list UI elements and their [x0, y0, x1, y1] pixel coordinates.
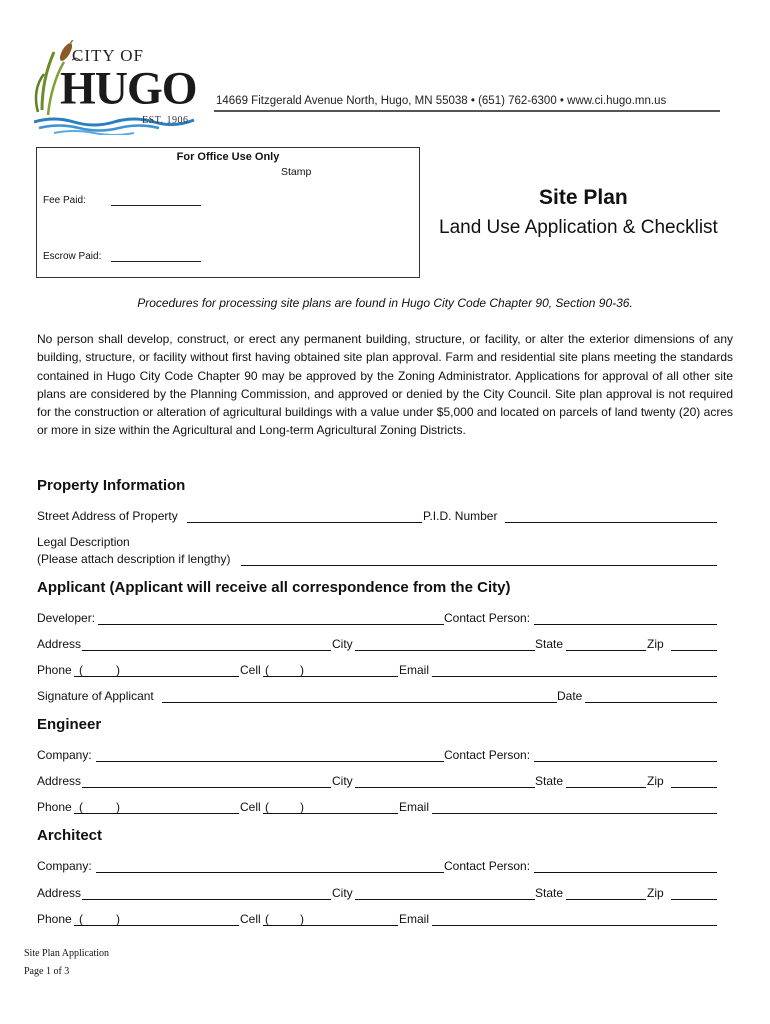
- cell-label: Cell: [240, 912, 261, 926]
- phone-open-paren: (: [79, 800, 83, 814]
- email-field[interactable]: [432, 925, 717, 926]
- address-field[interactable]: [82, 650, 331, 651]
- applicant-row-signature: [37, 689, 717, 705]
- address-label: Address: [37, 774, 82, 788]
- section-engineer-heading: Engineer: [37, 716, 102, 733]
- fee-paid-field[interactable]: [111, 205, 201, 206]
- state-label: State: [535, 637, 564, 651]
- pid-field[interactable]: [505, 522, 717, 523]
- stamp-label: Stamp: [281, 166, 312, 178]
- email-field[interactable]: [432, 676, 717, 677]
- cell-label: Cell: [240, 663, 261, 677]
- phone-field[interactable]: [74, 813, 239, 814]
- company-field[interactable]: [96, 872, 444, 873]
- intro-paragraph: No person shall develop, construct, or erect any permanent building, structure, or facility, or alter the exterior dimensions of any building, structure, or facility without first having obtained site plan approval. Farm and residential site plans meeting the standards contained in Hugo City Code Chapter 90 may be approved by the Zoning Administrator. Applications for approval of all other site plans are considered by the Planning Commission, and approved or denied by the City Council. Site plan approval is not required for the construction or alteration of agricultural buildings with a value under $5,000 and located on parcels of land twenty (20) acres or more in size within the Agricultural and Long-term Agricultural Zoning Districts.: [37, 332, 733, 438]
- company-label: Company:: [37, 859, 92, 873]
- zip-label: Zip: [647, 886, 664, 900]
- state-field[interactable]: [566, 787, 646, 788]
- footer-page-number: Page 1 of 3: [24, 966, 70, 977]
- state-label: State: [535, 774, 564, 788]
- cell-field[interactable]: [263, 813, 398, 814]
- phone-label: Phone: [37, 663, 72, 677]
- city-field[interactable]: [355, 787, 535, 788]
- architect-row-phone: [37, 912, 717, 928]
- zip-label: Zip: [647, 774, 664, 788]
- date-label: Date: [557, 689, 583, 703]
- cell-close-paren: ): [300, 800, 304, 814]
- architect-row-address: [37, 886, 717, 902]
- signature-field[interactable]: [162, 702, 557, 703]
- logo-city-text: CITY OF: [72, 46, 145, 65]
- city-field[interactable]: [355, 899, 535, 900]
- cell-open-paren: (: [265, 912, 269, 926]
- contact-label: Contact Person:: [444, 748, 531, 762]
- engineer-row-company: [37, 748, 717, 764]
- procedures-note: Procedures for processing site plans are found in Hugo City Code Chapter 90, Section 90-36.: [137, 296, 633, 310]
- contact-label: Contact Person:: [444, 859, 531, 873]
- applicant-row-address: [37, 637, 717, 653]
- city-label: City: [332, 886, 353, 900]
- section-property-heading: Property Information: [37, 477, 186, 494]
- address-label: Address: [37, 886, 82, 900]
- office-use-title: For Office Use Only: [176, 151, 280, 163]
- footer-doc-name: Site Plan Application: [24, 948, 109, 959]
- applicant-row-developer: [37, 611, 717, 627]
- phone-label: Phone: [37, 912, 72, 926]
- escrow-paid-field[interactable]: [111, 261, 201, 262]
- company-label: Company:: [37, 748, 92, 762]
- signature-label: Signature of Applicant: [37, 689, 154, 703]
- email-label: Email: [399, 912, 430, 926]
- phone-open-paren: (: [79, 912, 83, 926]
- contact-field[interactable]: [534, 761, 717, 762]
- fee-paid-label: Fee Paid:: [43, 195, 86, 206]
- phone-close-paren: ): [116, 663, 120, 677]
- zip-field[interactable]: [671, 787, 717, 788]
- cell-label: Cell: [240, 800, 261, 814]
- escrow-paid-label: Escrow Paid:: [43, 251, 102, 262]
- legal-row-2: [37, 552, 717, 568]
- email-label: Email: [399, 800, 430, 814]
- company-field[interactable]: [96, 761, 444, 762]
- engineer-row-address: [37, 774, 717, 790]
- legal-row-1: [37, 535, 717, 551]
- state-field[interactable]: [566, 650, 646, 651]
- section-architect-heading: Architect: [37, 827, 103, 844]
- page-title: Site Plan: [539, 186, 628, 209]
- page-subtitle: Land Use Application & Checklist: [439, 217, 718, 238]
- legal-label: Legal Description: [37, 535, 130, 549]
- contact-label: Contact Person:: [444, 611, 531, 625]
- cell-field[interactable]: [263, 676, 398, 677]
- state-field[interactable]: [566, 899, 646, 900]
- header-rule: [214, 110, 720, 112]
- cell-open-paren: (: [265, 800, 269, 814]
- phone-close-paren: ): [116, 912, 120, 926]
- phone-open-paren: (: [79, 663, 83, 677]
- legal-field[interactable]: [241, 565, 717, 566]
- phone-label: Phone: [37, 800, 72, 814]
- state-label: State: [535, 886, 564, 900]
- cell-field[interactable]: [263, 925, 398, 926]
- phone-field[interactable]: [74, 676, 239, 677]
- city-label: City: [332, 774, 353, 788]
- cell-close-paren: ): [300, 663, 304, 677]
- section-applicant-heading: Applicant (Applicant will receive all correspondence from the City): [37, 579, 511, 596]
- architect-row-company: [37, 859, 717, 875]
- phone-field[interactable]: [74, 925, 239, 926]
- legal-hint: (Please attach description if lengthy): [37, 552, 231, 566]
- logo-hugo-text: HUGO: [60, 61, 197, 114]
- office-use-box: [36, 147, 420, 278]
- zip-field[interactable]: [671, 650, 717, 651]
- address-field[interactable]: [82, 899, 331, 900]
- city-label: City: [332, 637, 353, 651]
- cell-close-paren: ): [300, 912, 304, 926]
- street-label: Street Address of Property: [37, 509, 178, 523]
- street-field[interactable]: [187, 522, 422, 523]
- contact-field[interactable]: [534, 624, 717, 625]
- email-label: Email: [399, 663, 430, 677]
- property-row: [37, 509, 717, 525]
- phone-close-paren: ): [116, 800, 120, 814]
- date-field[interactable]: [585, 702, 717, 703]
- address-label: Address: [37, 637, 82, 651]
- engineer-row-phone: [37, 800, 717, 816]
- zip-field[interactable]: [671, 899, 717, 900]
- developer-label: Developer:: [37, 611, 96, 625]
- logo-est-text: EST. 1906: [142, 115, 189, 126]
- applicant-row-phone: [37, 663, 717, 679]
- pid-label: P.I.D. Number: [423, 509, 498, 523]
- developer-field[interactable]: [98, 624, 444, 625]
- city-field[interactable]: [355, 650, 535, 651]
- contact-field[interactable]: [534, 872, 717, 873]
- zip-label: Zip: [647, 637, 664, 651]
- header-address: 14669 Fitzgerald Avenue North, Hugo, MN 55038 • (651) 762-6300 • www.ci.hugo.mn.us: [216, 95, 667, 107]
- address-field[interactable]: [82, 787, 331, 788]
- cell-open-paren: (: [265, 663, 269, 677]
- email-field[interactable]: [432, 813, 717, 814]
